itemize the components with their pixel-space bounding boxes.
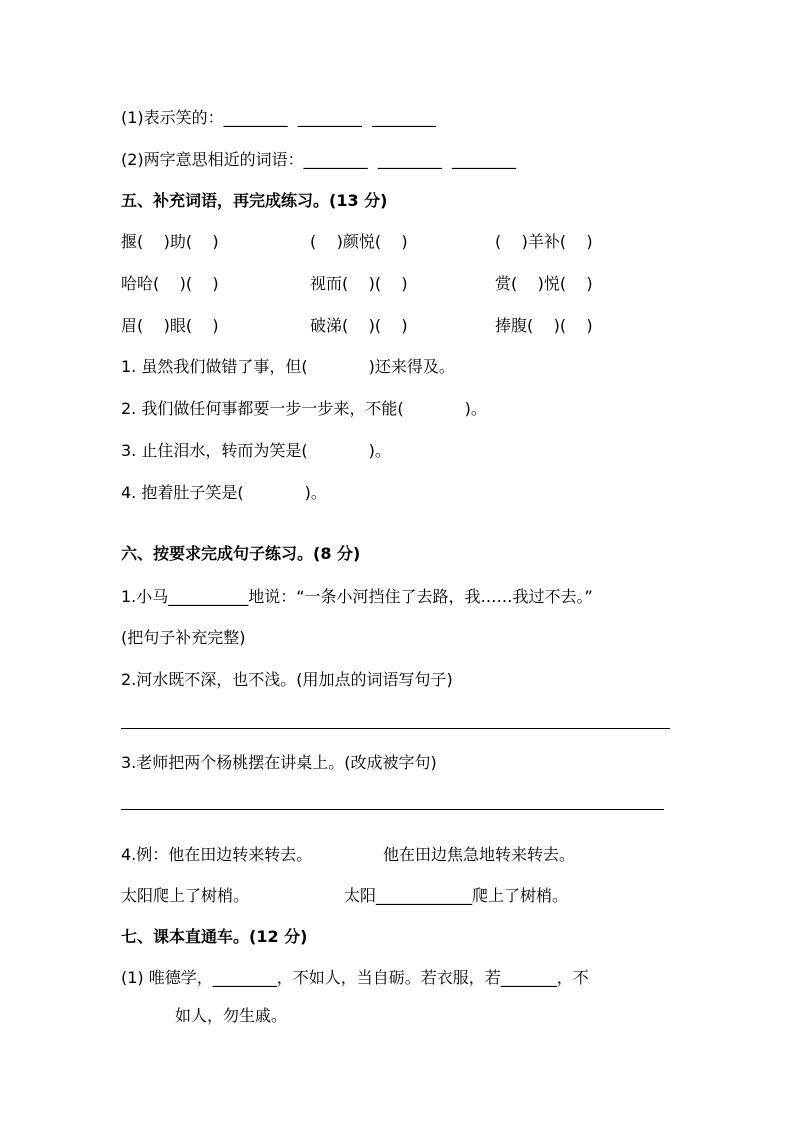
idiom-3-3: 捧腹( )( ) bbox=[495, 316, 593, 335]
sentence-question-4-task: 太阳爬上了树梢。 bbox=[121, 886, 250, 905]
answer-line-3[interactable] bbox=[121, 809, 664, 810]
sentence-question-1-note: (把句子补充完整) bbox=[121, 628, 246, 647]
idiom-3-2: 破涕( )( ) bbox=[310, 316, 408, 335]
sentence-question-1: 1.小马__________地说：“一条小河挡住了去路，我……我过不去。” bbox=[121, 587, 593, 606]
idiom-2-3: 赏( )悦( ) bbox=[495, 274, 593, 293]
sentence-question-4-example-result: 他在田边焦急地转来转去。 bbox=[383, 845, 576, 864]
answer-line-2[interactable] bbox=[121, 728, 670, 729]
section-7-title: 七、课本直通车。(12 分) bbox=[121, 927, 308, 946]
idiom-question-4: 4. 抱着肚子笑是( )。 bbox=[121, 483, 327, 502]
sentence-question-4-answer: 太阳____________爬上了树梢。 bbox=[344, 886, 569, 905]
idiom-3-1: 眉( )眼( ) bbox=[121, 316, 219, 335]
idiom-1-1: 揠( )助( ) bbox=[121, 232, 219, 251]
word-item-2: (2)两字意思相近的词语：________ ________ ________ bbox=[121, 150, 517, 169]
recite-question-1-line-1: (1) 唯德学，________，不如人，当自砺。若衣服，若_______，不 bbox=[121, 968, 589, 987]
idiom-question-1: 1. 虽然我们做错了事，但( )还来得及。 bbox=[121, 357, 455, 376]
sentence-question-2: 2.河水既不深，也不浅。(用加点的词语写句子) bbox=[121, 670, 453, 689]
section-5-title: 五、补充词语，再完成练习。(13 分) bbox=[121, 191, 388, 210]
idiom-question-2: 2. 我们做任何事都要一步一步来，不能( )。 bbox=[121, 399, 487, 418]
idiom-1-3: ( )羊补( ) bbox=[495, 232, 593, 251]
sentence-question-3: 3.老师把两个杨桃摆在讲桌上。(改成被字句) bbox=[121, 753, 437, 772]
idiom-question-3: 3. 止住泪水，转而为笑是( )。 bbox=[121, 441, 391, 460]
word-item-1: (1)表示笑的：________ ________ ________ bbox=[121, 108, 437, 127]
idiom-2-1: 哈哈( )( ) bbox=[121, 274, 219, 293]
section-6-title: 六、按要求完成句子练习。(8 分) bbox=[121, 544, 361, 563]
idiom-2-2: 视而( )( ) bbox=[310, 274, 408, 293]
sentence-question-4-example: 4.例：他在田边转来转去。 bbox=[121, 845, 313, 864]
idiom-1-2: ( )颜悦( ) bbox=[310, 232, 408, 251]
recite-question-1-line-2: 如人，勿生戚。 bbox=[175, 1006, 288, 1025]
